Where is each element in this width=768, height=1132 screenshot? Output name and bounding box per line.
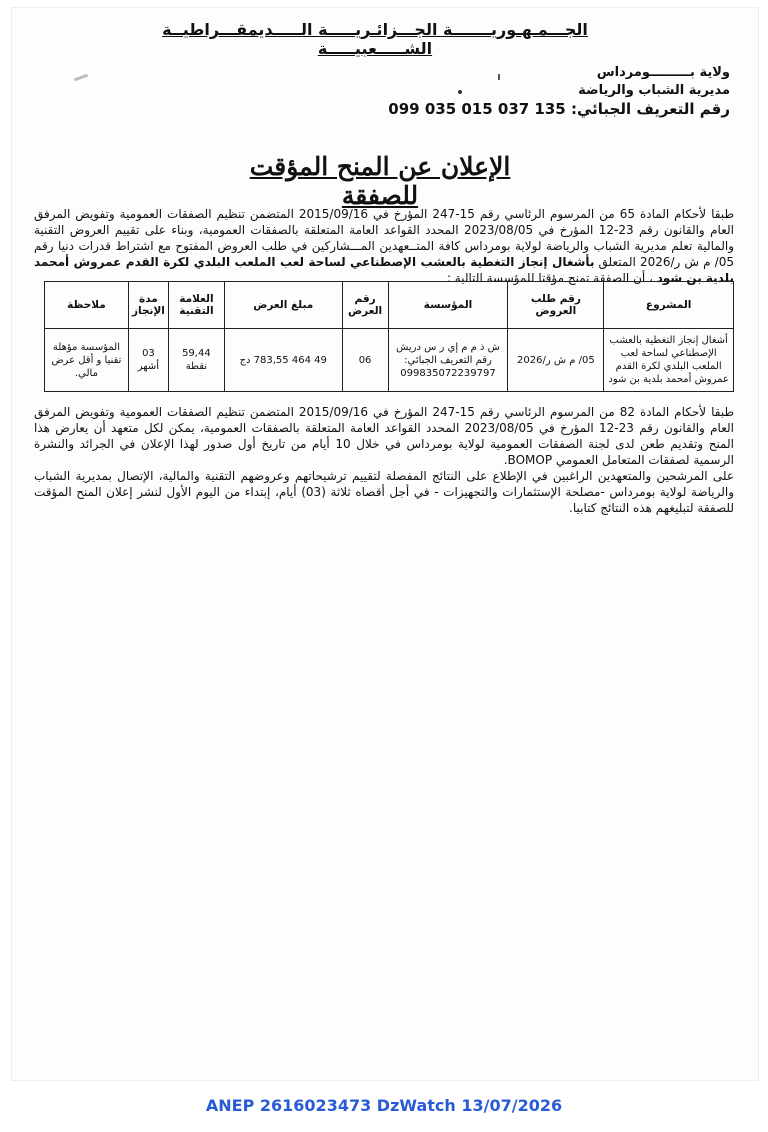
- appeal-paragraph: [34, 404, 734, 516]
- tax-id-value: 099 035 015 037 135: [388, 100, 566, 118]
- award-table: [44, 281, 734, 392]
- award-paragraph-tail: ، أن الصفقة تمنح مؤقتا للمؤسسة التالية :: [446, 271, 657, 285]
- header-tender-number: رقم طلب العروض: [508, 282, 604, 329]
- header-technical-score: العلامة التقنية: [168, 282, 224, 329]
- header-project: المشروع: [604, 282, 734, 329]
- company-tax-id-label: رقم التعريف الجبائي:: [404, 354, 492, 366]
- cell-duration: [128, 329, 168, 392]
- publication-footer: ANEP 2616023473 DzWatch 13/07/2026: [205, 1096, 563, 1115]
- header-offer-number: رقم العرض: [342, 282, 388, 329]
- tax-id-line: [310, 100, 730, 118]
- duration-value: 03: [142, 348, 155, 359]
- cell-offer-number: 06: [342, 329, 388, 392]
- scan-smudge: [74, 74, 88, 82]
- company-tax-id: 099835072239797: [400, 367, 496, 379]
- header-amount: مبلغ العرض: [224, 282, 342, 329]
- award-paragraph-text: طبقا لأحكام المادة 65 من المرسوم الرئاسي رقم 15-247 المؤرخ في 2015/09/16 المتضمن تنظيم الصفقات العمومية وتفويض المرفق العام والقانون رقم 23-12 المؤرخ في 2023/08/05 المحدد القواعد العامة المتعلقة بالصفقات العمومية، وبناء على تقييم العروض التقنية والمالية تعلم مديرية الشباب والرياضة لولاية بومرداس كافة المتــعهدين المـــشاركين في طلب العروض المفتوح مع اشتراط قدرات دنيا رقم 05/ م ش ر/2026 المتعلق: [34, 207, 734, 269]
- consultation-text: على المرشحين والمتعهدين الراغبين في الإطلاع على النتائج المفصلة لتقييم ترشيحاتهم وعروضهم التقنية والمالية، الإتصال بمديرية الشباب والرياضة لولاية بومرداس -مصلحة الإستثمارات والتجهيزات - في أجل أقصاه ثلاثة (03) أيام، إبتداء من اليوم الأول لنشر إعلان المنح المؤقت للصفقة لتبليغهم هذه النتائج كتابيا.: [34, 469, 734, 515]
- project-name-bold: بأشغال إنجاز التغطية بالعشب الإصطناعي لساحة لعب الملعب البلدي لكرة القدم عمروش أمحمد بلدية بن شود: [34, 255, 734, 285]
- issuer-block: [310, 64, 730, 118]
- wilaya-label: ولاية بـــــــــومرداس: [596, 65, 730, 80]
- notice-title: الإعلان عن المنح المؤقت للصفقة: [249, 152, 511, 210]
- table-row: [45, 329, 734, 392]
- score-value: 59,44: [182, 348, 211, 359]
- cell-amount: 49 464 783,55 دج: [224, 329, 342, 392]
- appeal-text: طبقا لأحكام المادة 82 من المرسوم الرئاسي رقم 15-247 المؤرخ في 2015/09/16 المتضمن تنظيم الصفقات العمومية وتفويض المرفق العام والقانون رقم 23-12 المؤرخ في 2023/08/05 المحدد القواعد العامة المتعلقة بالصفقات العمومية، يمكن لكل متعهد أن يعارض هذا المنح وتقديم طعن لدى لجنة الصفقات العمومية لولاية بومرداس في خلال 10 أيام من تاريخ أول صدور لهذا الإعلان في الجرائد والنشرة الرسمية لصفقات المتعامل العمومي BOMOP.: [34, 405, 734, 467]
- award-paragraph: [34, 206, 734, 286]
- cell-project: أشغال إنجاز التغطية بالعشب الإصطناعي لساحة لعب الملعب البلدي لكرة القدم عمروش أمحمد بلدية بن شود: [604, 329, 734, 392]
- cell-tender-number: 05/ م ش ر/2026: [508, 329, 604, 392]
- table-header-row: [45, 282, 734, 329]
- duration-unit: أشهر: [137, 361, 160, 372]
- directorate-label: مديرية الشباب والرياضة: [578, 83, 730, 98]
- header-duration: مدة الإنجاز: [128, 282, 168, 329]
- cell-note: المؤسسة مؤهلة تقنيا و أقل عرض مالي.: [45, 329, 129, 392]
- republic-heading: الجـــمـهـوريـــــــة الجـــزائـريـــــة الـــــديمقـــراطيــة الشـــــعبيـــــة: [162, 20, 588, 58]
- header-note: ملاحظة: [45, 282, 129, 329]
- cell-technical-score: [168, 329, 224, 392]
- company-name: ش ذ م م إي ر س دريش: [396, 341, 500, 353]
- tax-id-label: رقم التعريف الجبائي:: [570, 100, 730, 118]
- cell-company: [388, 329, 508, 392]
- score-unit: نقطة: [185, 361, 208, 372]
- header-company: المؤسسة: [388, 282, 508, 329]
